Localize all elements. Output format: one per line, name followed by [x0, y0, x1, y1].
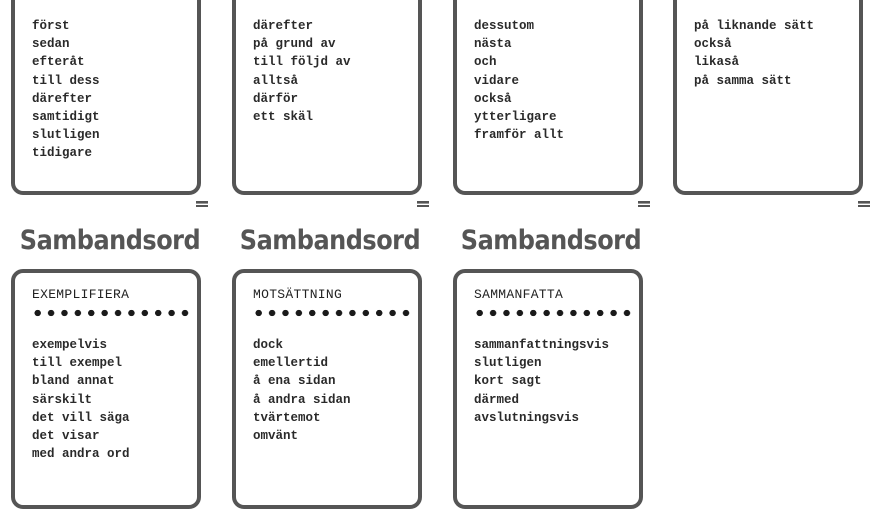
list-item: dock [253, 338, 284, 352]
list-item: efteråt [32, 55, 85, 70]
card-contrast [232, 269, 422, 509]
list-item: likaså [694, 55, 740, 70]
section-title: Sambandsord [239, 224, 421, 256]
section-title: Sambandsord [19, 224, 201, 256]
word-list [474, 17, 564, 144]
card-heading: MOTSÄTTNING [253, 287, 343, 302]
card-comparison [673, 0, 863, 195]
list-item: å ena sidan [253, 374, 336, 389]
section-title: Sambandsord [460, 224, 642, 256]
list-item: å andra sidan [253, 392, 351, 407]
list-item: alltså [253, 73, 299, 88]
list-item: sedan [32, 37, 70, 52]
list-item: tvärtemot [253, 410, 321, 425]
list-item: också [474, 91, 512, 106]
list-item: kort sagt [474, 374, 542, 389]
list-item: och [474, 55, 497, 70]
list-item: därefter [253, 19, 314, 33]
footer-mark [638, 201, 650, 207]
list-item: avslutningsvis [474, 410, 580, 425]
list-item: tidigare [32, 146, 93, 161]
list-item: emellertid [253, 356, 329, 371]
list-item: bland annat [32, 374, 115, 389]
list-item: slutligen [474, 356, 542, 371]
list-item: det visar [32, 429, 100, 444]
footer-mark [196, 201, 208, 207]
list-item: därför [253, 91, 299, 106]
list-item: sammanfattningsvis [474, 338, 610, 352]
card-heading: SAMMANFATTA [474, 287, 564, 302]
list-item: på liknande sätt [694, 19, 815, 33]
list-item: därmed [474, 392, 520, 407]
card-sequence [11, 0, 201, 195]
card-cause [232, 0, 422, 195]
dotted-divider [473, 309, 635, 317]
footer-mark [858, 201, 870, 207]
list-item: på samma sätt [694, 73, 792, 88]
card-addition [453, 0, 643, 195]
dotted-divider [252, 309, 414, 317]
list-item: därefter [32, 91, 93, 106]
list-item: först [32, 19, 70, 33]
list-item: nästa [474, 37, 512, 52]
footer-mark [417, 201, 429, 207]
word-list [474, 336, 609, 427]
list-item: framför allt [474, 128, 565, 143]
list-item: till exempel [32, 356, 123, 371]
word-list [253, 17, 351, 126]
list-item: ett skäl [253, 110, 314, 125]
list-item: till följd av [253, 55, 351, 70]
list-item: dessutom [474, 19, 535, 33]
list-item: också [694, 37, 732, 52]
list-item: särskilt [32, 392, 93, 407]
list-item: på grund av [253, 37, 336, 52]
card-exemplify [11, 269, 201, 509]
list-item: det vill säga [32, 410, 130, 425]
card-heading: EXEMPLIFIERA [32, 287, 130, 302]
list-item: vidare [474, 73, 520, 88]
word-list [32, 336, 130, 463]
list-item: exempelvis [32, 338, 108, 352]
list-item: till dess [32, 73, 100, 88]
list-item: slutligen [32, 128, 100, 143]
word-list [32, 17, 100, 163]
list-item: ytterligare [474, 110, 557, 125]
list-item: med andra ord [32, 447, 130, 462]
word-list [253, 336, 351, 445]
list-item: omvänt [253, 429, 299, 444]
dotted-divider [31, 309, 193, 317]
word-list [694, 17, 814, 90]
list-item: samtidigt [32, 110, 100, 125]
card-summarize [453, 269, 643, 509]
